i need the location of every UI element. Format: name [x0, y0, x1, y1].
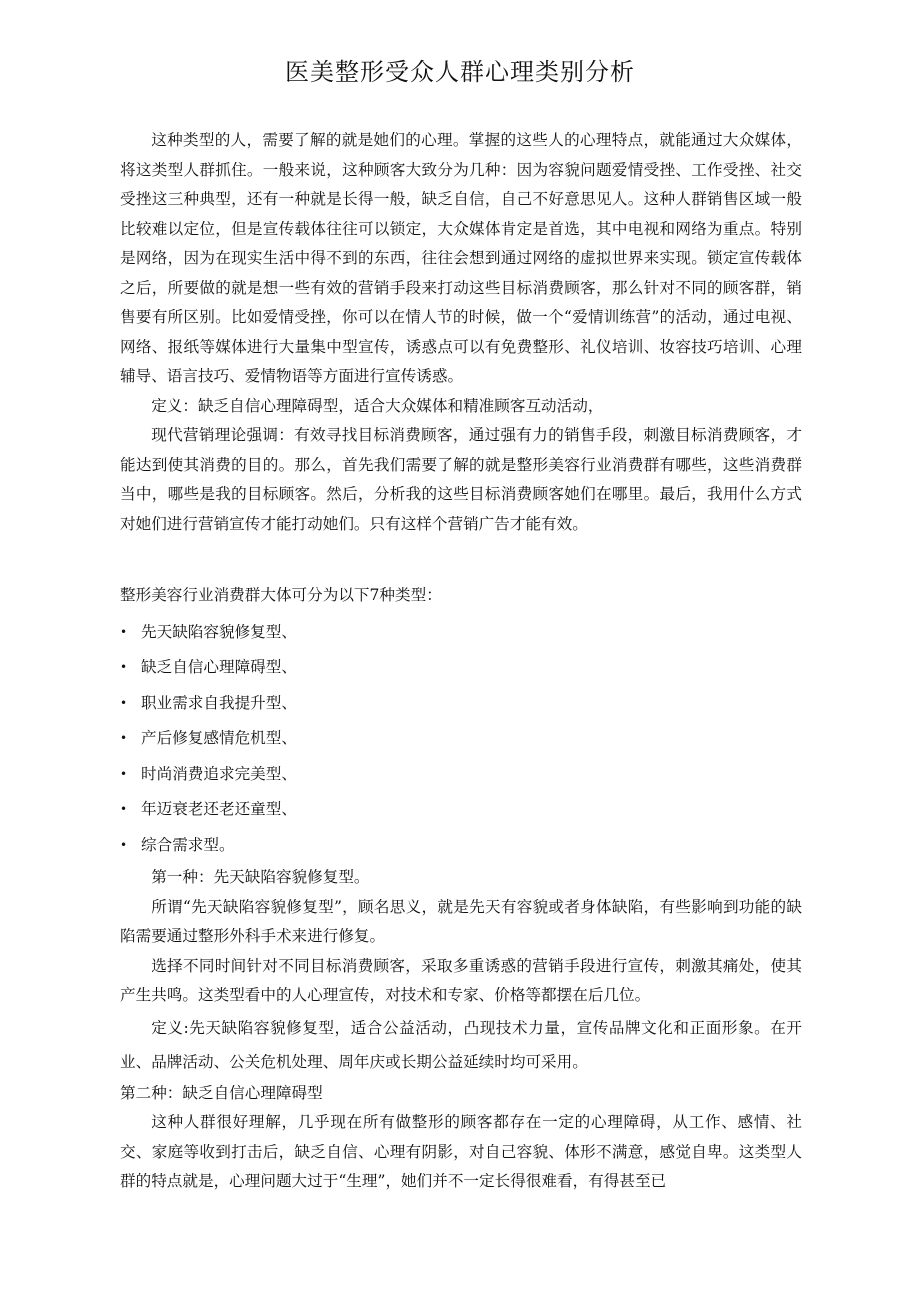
list-item-text: 年迈衰老还老还童型、	[141, 800, 297, 818]
list-item	[120, 686, 802, 722]
list-item-text: 综合需求型。	[141, 835, 235, 854]
spacer	[120, 539, 802, 581]
section2-paragraph: 这种人群很好理解，几乎现在所有做整形的顾客都存在一定的心理障碍，从工作、感情、社交、家庭等收到打击后，缺乏自信、心理有阴影，对自己容貌、体形不满意，感觉自卑。这类型人群的特点就是，心理问题大过于“生理”，她们并不一定长得很难看，有得甚至已	[120, 1113, 802, 1190]
list-intro: 整形美容行业消费群大体可分为以下7种类型：	[120, 586, 442, 604]
intro-paragraph: 这种类型的人，需要了解的就是她们的心理。掌握的这些人的心理特点，就能通过大众媒体，将这类型人群抓住。一般来说，这种顾客大致分为几种：因为容貌问题爱情受挫、工作受挫、社交受挫这三种典型，还有一种就是长得一般，缺乏自信，自己不好意思见人。这种人群销售区域一般比较难以定位，但是宣传载体往往可以锁定，大众媒体肯定是首选，其中电视和网络为重点。特别是网络，因为在现实生活中得不到的东西，往往会想到通过网络的虚拟世界来实现。锁定宣传载体之后，所要做的就是想一些有效的营销手段来打动这些目标消费顾客，那么针对不同的顾客群，销售要有所区别。比如爱情受挫，你可以在情人节的时候，做一个“爱情训练营”的活动，通过电视、网络、报纸等媒体进行大量集中型宣传，诱惑点可以有免费整形、礼仪培训、妆容技巧培训、心理辅导、语言技巧、爱情物语等方面进行宣传诱惑。	[120, 131, 802, 385]
bullet-icon: •	[120, 660, 128, 674]
section1-definition: 定义:先天缺陷容貌修复型，适合公益活动，凸现技术力量，宣传品牌文化和正面形象。在开业、品牌活动、公关危机处理、周年庆或长期公益延续时均可采用。	[120, 1018, 802, 1071]
list-item	[120, 615, 802, 651]
list-item-text: 职业需求自我提升型、	[141, 693, 297, 712]
section1-paragraph: 选择不同时间针对不同目标消费顾客，采取多重诱惑的营销手段进行宣传，刺激其痛处，使其产生共鸣。这类型看中的人心理宣传，对技术和专家、价格等都摆在后几位。	[120, 956, 802, 1004]
section1-paragraph: 所谓“先天缺陷容貌修复型”，顾名思义，就是先天有容貌或者身体缺陷，有些影响到功能的缺陷需要通过整形外科手术来进行修复。	[120, 897, 802, 945]
list-item-text: 时尚消费追求完美型、	[141, 764, 297, 783]
list-item	[120, 650, 802, 686]
list-item	[120, 792, 802, 828]
list-item	[120, 721, 802, 757]
list-item-text: 先天缺陷容貌修复型、	[141, 622, 297, 641]
document-body	[120, 126, 802, 1197]
marketing-theory-paragraph: 现代营销理论强调：有效寻找目标消费顾客，通过强有力的销售手段，刺激目标消费顾客，才能达到使其消费的目的。那么，首先我们需要了解的就是整形美容行业消费群有哪些，这些消费群当中，哪些是我的目标顾客。然后，分析我的这些目标消费顾客她们在哪里。最后，我用什么方式对她们进行营销宣传才能打动她们。只有这样个营销广告才能有效。	[120, 426, 802, 533]
list-item	[120, 828, 802, 864]
section1-heading: 第一种：先天缺陷容貌修复型。	[151, 868, 370, 886]
bullet-icon: •	[120, 695, 128, 710]
bullet-icon: •	[120, 624, 128, 639]
definition-paragraph: 定义：缺乏自信心理障碍型，适合大众媒体和精准顾客互动活动，	[151, 396, 604, 415]
bullet-icon: •	[120, 731, 128, 745]
list-item-text: 产后修复感情危机型、	[141, 729, 297, 747]
section2-heading: 第二种：缺乏自信心理障碍型	[120, 1083, 323, 1102]
category-list	[120, 615, 802, 864]
document-title: 医美整形受众人群心理类别分析	[285, 58, 635, 86]
bullet-icon: •	[120, 766, 128, 781]
list-item	[120, 757, 802, 793]
bullet-icon: •	[120, 837, 128, 852]
list-item-text: 缺乏自信心理障碍型、	[141, 658, 297, 676]
bullet-icon: •	[120, 802, 128, 816]
